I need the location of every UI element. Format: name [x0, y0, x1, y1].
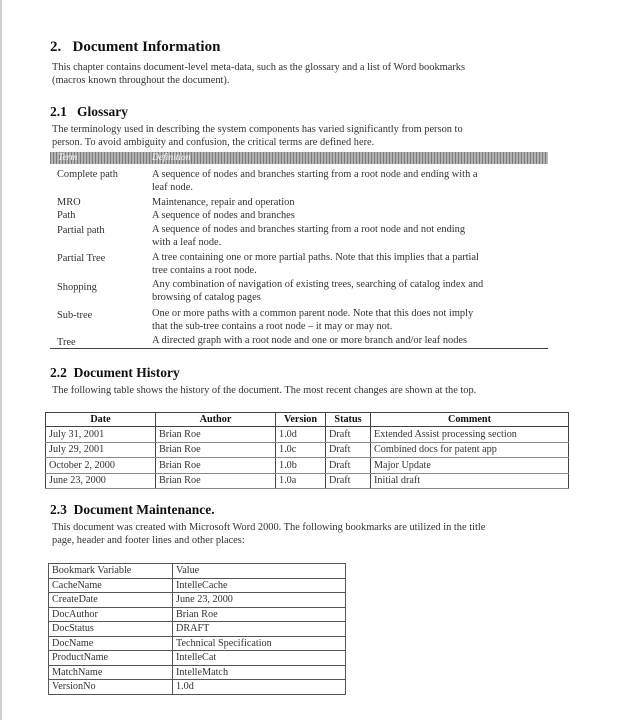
table-row [46, 427, 569, 443]
section-2-heading [50, 39, 220, 56]
section-title: Glossary [77, 104, 129, 119]
section-title: Document Maintenance. [73, 502, 215, 517]
glossary-definition: A sequence of nodes and branches [152, 210, 295, 221]
bookmark-variable: MatchName [49, 665, 173, 680]
history-status: Draft [326, 427, 371, 443]
history-comment: Initial draft [371, 473, 569, 489]
section-title: Document History [73, 365, 180, 380]
history-col-author: Author [156, 413, 276, 427]
bookmarks-header-row [49, 564, 346, 579]
history-version: 1.0d [276, 427, 326, 443]
history-col-version: Version [276, 413, 326, 427]
glossary-definition: tree contains a root node. [152, 265, 257, 276]
glossary-definition: A directed graph with a root node and one or more branch and/or leaf nodes [152, 335, 468, 346]
history-author: Brian Roe [156, 473, 276, 489]
section-title: Document Information [72, 39, 221, 55]
glossary-definition: that the sub-tree contains a root node – it may or may not. [152, 321, 393, 332]
table-row [49, 680, 346, 695]
glossary-term: MRO [57, 197, 81, 208]
history-date: July 29, 2001 [46, 442, 156, 458]
table-row [46, 473, 569, 489]
section-number: 2.1 [50, 104, 67, 119]
glossary-definition: A sequence of nodes and branches starting from a root node and ending with a [152, 169, 478, 180]
history-comment: Major Update [371, 458, 569, 474]
glossary-definition: with a leaf node. [152, 237, 222, 248]
history-col-comment: Comment [371, 413, 569, 427]
history-author: Brian Roe [156, 458, 276, 474]
glossary-definition: A tree containing one or more partial paths. Note that this implies that a partial [152, 252, 479, 263]
section-number: 2.2 [50, 365, 67, 380]
glossary-bottom-rule [50, 348, 548, 349]
bookmarks-col-variable: Bookmark Variable [49, 564, 173, 579]
bookmark-variable: DocName [49, 636, 173, 651]
glossary-intro-line-1: The terminology used in describing the system components has varied significantly from person to [52, 124, 463, 135]
table-row [49, 636, 346, 651]
bookmark-variable: VersionNo [49, 680, 173, 695]
glossary-definition: Maintenance, repair and operation [152, 197, 295, 208]
bookmark-value: 1.0d [173, 680, 346, 695]
history-status: Draft [326, 442, 371, 458]
glossary-definition: leaf node. [152, 182, 193, 193]
history-version: 1.0a [276, 473, 326, 489]
history-date: July 31, 2001 [46, 427, 156, 443]
history-intro: The following table shows the history of the document. The most recent changes are shown at the top. [52, 385, 477, 396]
glossary-term: Complete path [57, 169, 118, 180]
glossary-definition: browsing of catalog pages [152, 292, 261, 303]
table-row [49, 578, 346, 593]
history-comment: Extended Assist processing section [371, 427, 569, 443]
bookmark-value: DRAFT [173, 622, 346, 637]
glossary-heading [50, 104, 128, 120]
history-heading [50, 365, 180, 381]
bookmark-value: Brian Roe [173, 607, 346, 622]
history-version: 1.0c [276, 442, 326, 458]
history-table [45, 412, 569, 489]
history-author: Brian Roe [156, 442, 276, 458]
glossary-term: Sub-tree [57, 310, 93, 321]
glossary-definition: One or more paths with a common parent node. Note that this does not imply [152, 308, 474, 319]
glossary-header-row [50, 152, 548, 164]
history-date: October 2, 2000 [46, 458, 156, 474]
bookmark-variable: CacheName [49, 578, 173, 593]
history-col-date: Date [46, 413, 156, 427]
bookmark-value: Technical Specification [173, 636, 346, 651]
bookmark-value: IntelleCache [173, 578, 346, 593]
bookmark-variable: DocStatus [49, 622, 173, 637]
table-row [49, 665, 346, 680]
bookmark-value: IntelleMatch [173, 665, 346, 680]
bookmarks-col-value: Value [173, 564, 346, 579]
bookmark-variable: ProductName [49, 651, 173, 666]
bookmark-variable: CreateDate [49, 593, 173, 608]
glossary-term: Partial path [57, 225, 105, 236]
bookmarks-table [48, 563, 346, 695]
glossary-col-term: Term [58, 153, 78, 163]
history-col-status: Status [326, 413, 371, 427]
section-2-intro-line-1: This chapter contains document-level meta-data, such as the glossary and a list of Word bookmarks [52, 62, 466, 73]
maintenance-intro-line-1: This document was created with Microsoft Word 2000. The following bookmarks are utilized in the title [52, 522, 486, 533]
glossary-term: Shopping [57, 282, 97, 293]
section-number: 2.3 [50, 502, 67, 517]
glossary-intro-line-2: person. To avoid ambiguity and confusion, the critical terms are defined here. [52, 137, 375, 148]
table-row [49, 593, 346, 608]
section-2-intro-line-2: (macros known throughout the document). [52, 75, 230, 86]
bookmark-value: June 23, 2000 [173, 593, 346, 608]
bookmark-value: IntelleCat [173, 651, 346, 666]
history-comment: Combined docs for patent app [371, 442, 569, 458]
table-row [46, 442, 569, 458]
history-date: June 23, 2000 [46, 473, 156, 489]
table-row [49, 607, 346, 622]
maintenance-heading [50, 502, 215, 518]
glossary-definition: Any combination of navigation of existing trees, searching of catalog index and [152, 279, 484, 290]
table-row [49, 651, 346, 666]
table-row [49, 622, 346, 637]
history-status: Draft [326, 458, 371, 474]
section-number: 2. [50, 39, 62, 55]
bookmark-variable: DocAuthor [49, 607, 173, 622]
history-status: Draft [326, 473, 371, 489]
glossary-term: Tree [57, 337, 76, 348]
glossary-definition: A sequence of nodes and branches starting from a root node and not ending [152, 224, 466, 235]
history-header-row [46, 413, 569, 427]
history-version: 1.0b [276, 458, 326, 474]
glossary-term: Partial Tree [57, 253, 106, 264]
maintenance-intro-line-2: page, header and footer lines and other places: [52, 535, 245, 546]
glossary-term: Path [57, 210, 76, 221]
history-author: Brian Roe [156, 427, 276, 443]
glossary-col-definition: Definition [152, 153, 191, 163]
page-left-edge [0, 0, 2, 720]
table-row [46, 458, 569, 474]
